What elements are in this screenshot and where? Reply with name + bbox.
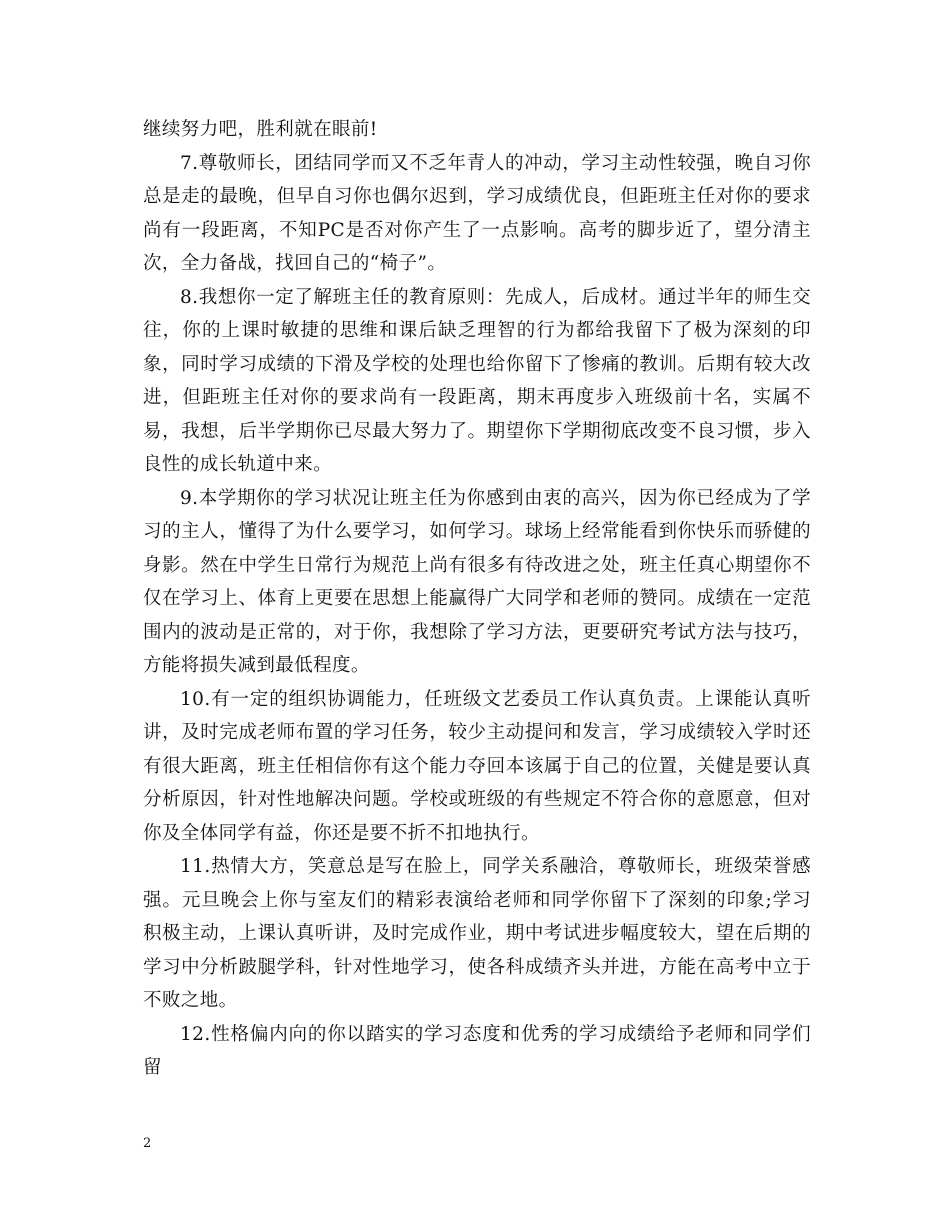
paragraph-comment-10: 10.有一定的组织协调能力，任班级文艺委员工作认真负责。上课能认真听讲，及时完成老师布置的学习任务，较少主动提问和发言，学习成绩较入学时还有很大距离，班主任相信你有这个能力夺回本该属于自己的位置，关健是要认真分析原因，针对性地解决问题。学校或班级的有些规定不符合你的意愿意，但对你及全体同学有益，你还是要不折不扣地执行。 bbox=[143, 688, 811, 844]
paragraph-comment-12: 12.性格偏内向的你以踏实的学习态度和优秀的学习成绩给予老师和同学们留 bbox=[143, 1023, 811, 1078]
paragraph-comment-11: 11.热情大方，笑意总是写在脸上，同学关系融洽，尊敬师长，班级荣誉感强。元旦晚会上你与室友们的精彩表演给老师和同学你留下了深刻的印象;学习积极主动，上课认真听讲，及时完成作业，期中考试进步幅度较大，望在后期的学习中分析跛腿学科，针对性地学习，使各科成绩齐头并进，方能在高考中立于不败之地。 bbox=[143, 856, 811, 1011]
page-number: 2 bbox=[143, 1136, 152, 1151]
document-body bbox=[143, 113, 811, 1085]
paragraph-continuation: 继续努力吧，胜利就在眼前! bbox=[143, 119, 378, 140]
paragraph-comment-8: 8.我想你一定了解班主任的教育原则：先成人，后成材。通过半年的师生交往，你的上课时敏捷的思维和课后缺乏理智的行为都给我留下了极为深刻的印象，同时学习成绩的下滑及学校的处理也给你留下了惨痛的教训。后期有较大改进，但距班主任对你的要求尚有一段距离，期末再度步入班级前十名，实属不易，我想，后半学期你已尽最大努力了。期望你下学期彻底改变不良习惯，步入良性的成长轨道中来。 bbox=[143, 286, 811, 475]
paragraph-comment-7: 7.尊敬师长，团结同学而又不乏年青人的冲动，学习主动性较强，晚自习你总是走的最晚，但早自习你也偶尔迟到，学习成绩优良，但距班主任对你的要求尚有一段距离，不知PC是否对你产生了一点影响。高考的脚步近了，望分清主次，全力备战，找回自己的“椅子”。 bbox=[143, 152, 811, 274]
paragraph-comment-9: 9.本学期你的学习状况让班主任为你感到由衷的高兴，因为你已经成为了学习的主人，懂得了为什么要学习，如何学习。球场上经常能看到你快乐而骄健的身影。然在中学生日常行为规范上尚有很多有待改进之处，班主任真心期望你不仅在学习上、体育上更要在思想上能赢得广大同学和老师的赞同。成绩在一定范围内的波动是正常的，对于你，我想除了学习方法，更要研究考试方法与技巧，方能将损失减到最低程度。 bbox=[143, 487, 811, 676]
